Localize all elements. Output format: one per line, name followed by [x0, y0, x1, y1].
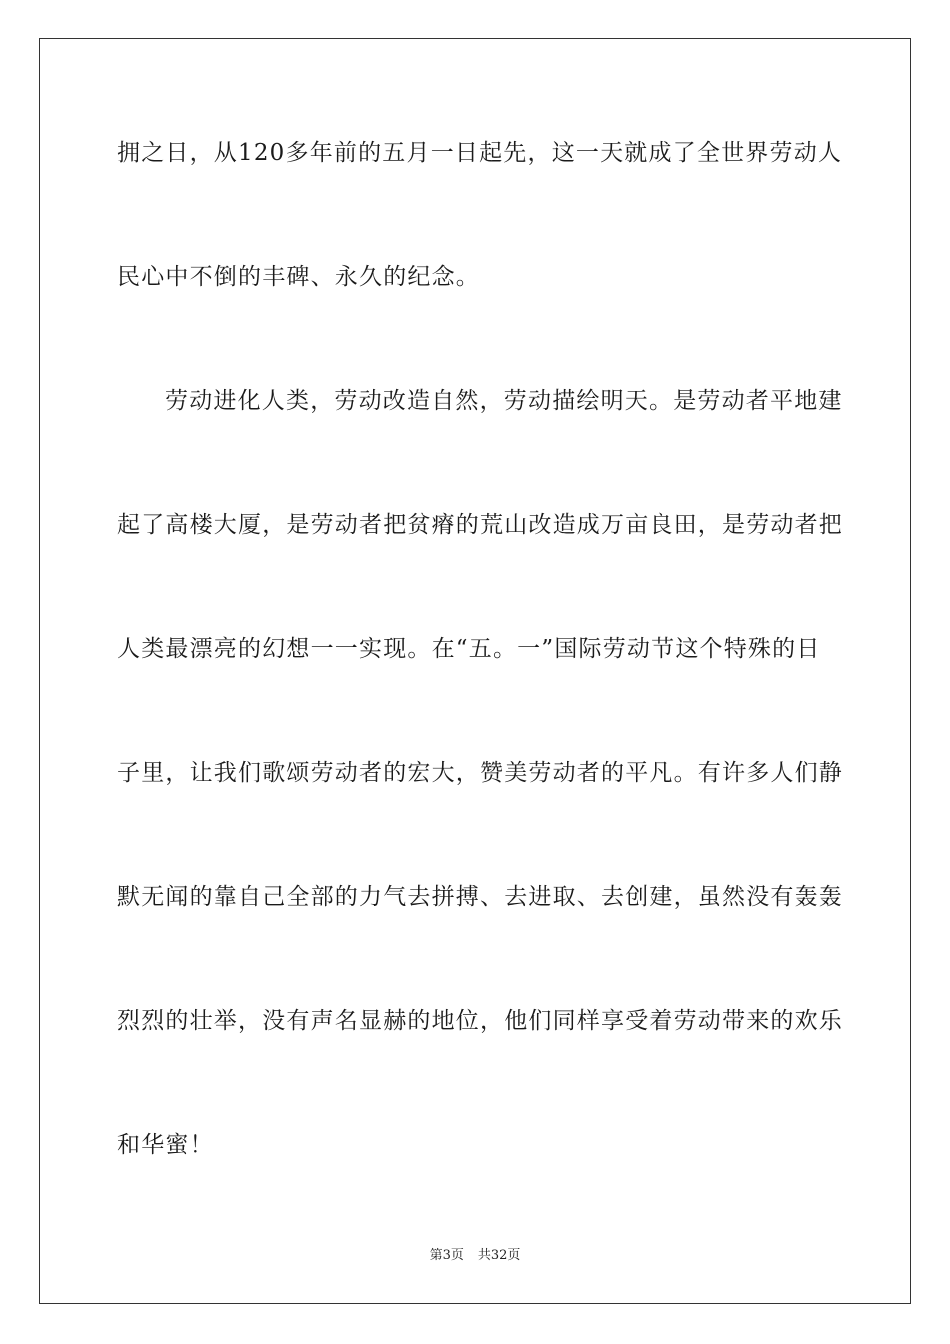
body-text-line: 起了高楼大厦，是劳动者把贫瘠的荒山改造成万亩良田，是劳动者把	[117, 512, 843, 538]
paragraph-first-line: 劳动进化人类，劳动改造自然，劳动描绘明天。是劳动者平地建	[165, 388, 843, 414]
body-text-line: 和华蜜！	[117, 1132, 214, 1158]
page-footer	[0, 1247, 950, 1265]
page-border	[39, 38, 911, 1304]
page-count: 共32页	[477, 1248, 521, 1263]
body-text-line: 民心中不倒的丰碑、永久的纪念。	[117, 264, 480, 290]
body-text-line: 拥之日，从120多年前的五月一日起先，这一天就成了全世界劳动人	[117, 140, 843, 166]
page-number: 第3页	[429, 1248, 464, 1263]
body-text-line: 烈烈的壮举，没有声名显赫的地位，他们同样享受着劳动带来的欢乐	[117, 1008, 843, 1034]
body-text-line: 默无闻的靠自己全部的力气去拼搏、去进取、去创建，虽然没有轰轰	[117, 884, 843, 910]
body-text-line: 人类最漂亮的幻想一一实现。在“五。一”国际劳动节这个特殊的日	[117, 636, 821, 662]
body-text-line: 子里，让我们歌颂劳动者的宏大，赞美劳动者的平凡。有许多人们静	[117, 760, 843, 786]
